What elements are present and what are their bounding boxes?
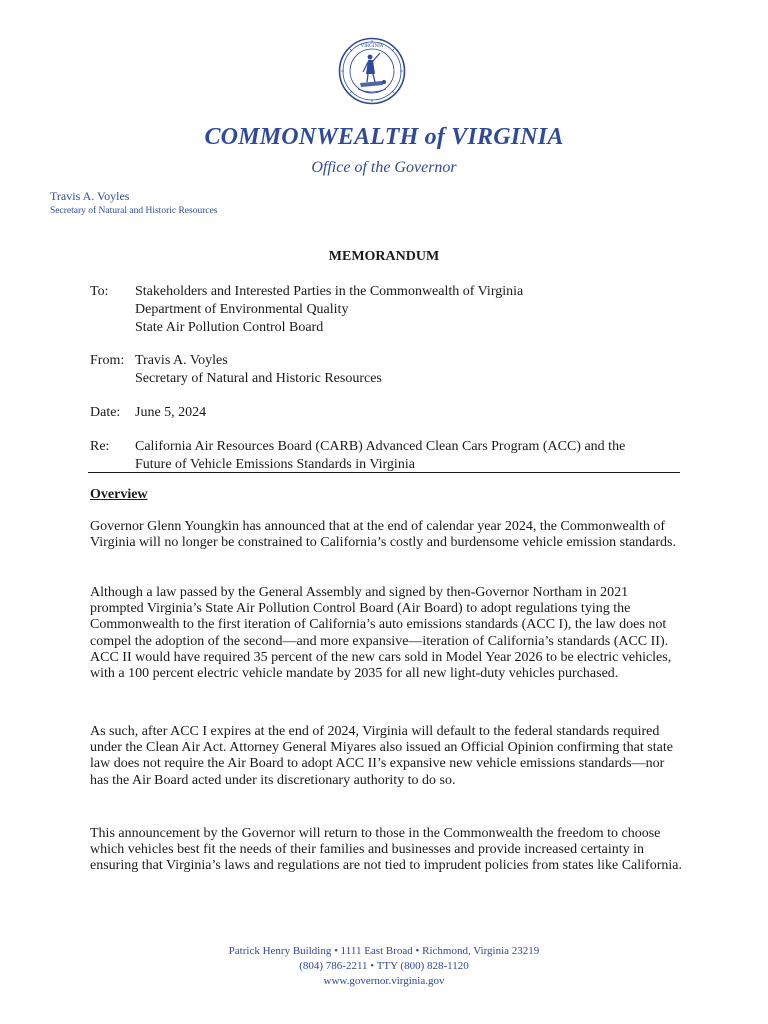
footer-address: Patrick Henry Building • 1111 East Broad • Richmond, Virginia 23219 bbox=[228, 945, 540, 957]
footer-website[interactable]: www.governor.virginia.gov bbox=[323, 975, 445, 987]
body-paragraph: Governor Glenn Youngkin has announced that at the end of calendar year 2024, the Commonwealth of Virginia will no longer be constrained to California’s costly and burdensome vehicle emission standards. bbox=[90, 519, 676, 551]
sender-title: Secretary of Natural and Historic Resources bbox=[50, 206, 218, 216]
body-paragraph: This announcement by the Governor will return to those in the Commonwealth the freedom to choose which vehicles best fit the needs of their families and businesses and provide increased certainty in ensuring that Virginia’s laws and regulations are not tied to imprudent policies from states like California. bbox=[90, 826, 682, 874]
letterhead-subtitle: Office of the Governor bbox=[311, 159, 457, 176]
body-paragraph: As such, after ACC I expires at the end of 2024, Virginia will default to the federal standards required under the Clean Air Act. Attorney General Miyares also issued an Official Opinion confirming that state law does not require the Air Board to adopt ACC II’s expansive new vehicle emissions standards—nor has the Air Board acted under its discretionary authority to do so. bbox=[90, 724, 673, 788]
memo-from-value bbox=[135, 352, 695, 388]
memo-from-line: Travis A. Voyles bbox=[135, 353, 228, 368]
sender-name: Travis A. Voyles bbox=[50, 189, 130, 203]
overview-heading: Overview bbox=[90, 487, 148, 502]
memo-re-label: Re: bbox=[90, 439, 110, 454]
memo-to-line: Department of Environmental Quality bbox=[135, 302, 349, 317]
memo-date-label: Date: bbox=[90, 405, 121, 420]
footer-phone: (804) 786-2211 • TTY (800) 828-1120 bbox=[299, 960, 469, 972]
state-seal-icon bbox=[338, 37, 406, 105]
memo-from-label: From: bbox=[90, 353, 125, 368]
memo-to-label: To: bbox=[90, 284, 109, 299]
letterhead-title: COMMONWEALTH of VIRGINIA bbox=[204, 124, 564, 150]
memo-re-line: Future of Vehicle Emissions Standards in Virginia bbox=[135, 457, 415, 472]
header-divider bbox=[88, 472, 680, 473]
memo-re-value bbox=[135, 438, 695, 474]
memo-from-line: Secretary of Natural and Historic Resources bbox=[135, 371, 382, 386]
memo-to-line: State Air Pollution Control Board bbox=[135, 320, 324, 335]
svg-text:VIRGINIA: VIRGINIA bbox=[360, 44, 384, 49]
memo-heading: MEMORANDUM bbox=[328, 249, 440, 264]
memo-to-value bbox=[135, 283, 695, 337]
body-paragraph: Although a law passed by the General Assembly and signed by then-Governor Northam in 2021 prompted Virginia’s State Air Pollution Control Board (Air Board) to adopt regulations tying the Commonwealth to the first iteration of California’s auto emissions standards (ACC I), the law does not compel the adoption of the second—and more expansive—iteration of California’s standards (ACC II). ACC II would have required 35 percent of the new cars sold in Model Year 2026 to be electric vehicles, with a 100 percent electric vehicle mandate by 2035 for all new light-duty vehicles purchased. bbox=[90, 585, 672, 682]
memo-date-value: June 5, 2024 bbox=[135, 405, 207, 420]
memo-re-line: California Air Resources Board (CARB) Advanced Clean Cars Program (ACC) and the bbox=[135, 439, 626, 454]
memo-to-line: Stakeholders and Interested Parties in the Commonwealth of Virginia bbox=[135, 284, 524, 299]
